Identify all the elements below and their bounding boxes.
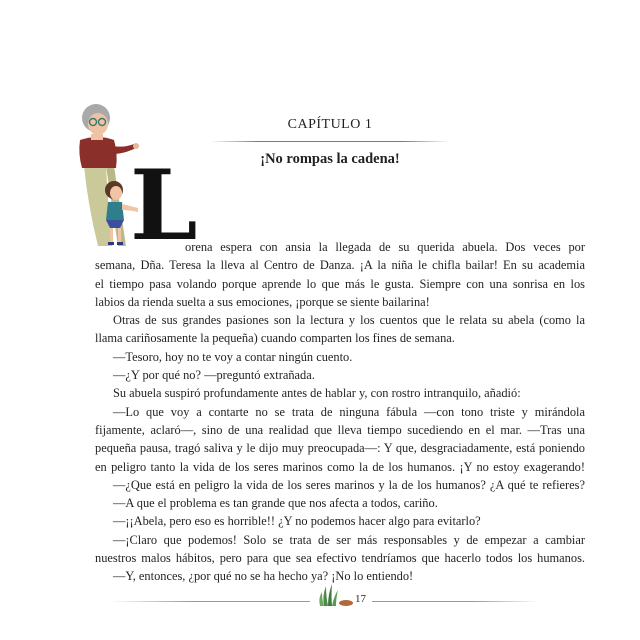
chapter-label: CAPÍTULO 1 xyxy=(287,117,373,132)
seaweed-icon xyxy=(316,582,356,608)
footer-divider-right xyxy=(372,601,540,602)
text-line: el tiempo pasa volando porque aprende lo que más le gusta. Siempre con una sonrisa en los xyxy=(95,276,585,291)
text-line: —¿Y por qué no? —preguntó extrañada. xyxy=(113,368,315,383)
text-line: —Lo que voy a contarte no se trata de ninguna fábula —con tono triste y mirándola xyxy=(113,404,585,419)
text-line: —Y, entonces, ¿por qué no se ha hecho ya? ¡No lo entiendo! xyxy=(113,569,414,584)
drop-cap: L xyxy=(130,149,198,262)
text-line: fijamente, aclaró—, sino de una realidad que lleva tiempo sucediendo en el mar. —Tras una xyxy=(95,422,585,437)
text-line: —Tesoro, hoy no te voy a contar ningún cuento. xyxy=(113,349,353,364)
text-line: —¿Que está en peligro la vida de los seres marinos y la de los humanos? ¿A qué te refieres? xyxy=(113,477,585,492)
text-line: orena espera con ansia la llegada de su querida abuela. Dos veces por xyxy=(185,240,585,254)
chapter-divider xyxy=(210,141,450,142)
chapter-body-text xyxy=(95,238,585,586)
text-line: Su abuela suspiró profundamente antes de hablar y, con rostro intranquilo, añadió: xyxy=(113,386,521,401)
text-line: —¡Claro que podemos! Solo se trata de ser más responsables y de empezar a cambiar xyxy=(113,532,585,547)
chapter-title: ¡No rompas la cadena! xyxy=(260,151,400,167)
text-line: semana, Dña. Teresa la lleva al Centro de Danza. ¡A la niña le chifla bailar! En su academia xyxy=(95,258,585,273)
text-line: nuestros malos hábitos, pero para que sea efectivo tendríamos que hacerlo todos los humanos. xyxy=(95,551,585,566)
footer-divider-left xyxy=(110,601,310,602)
text-line: en peligro tanto la vida de los seres marinos como la de los humanos. ¡Y no estoy exagerando! xyxy=(95,459,585,474)
text-line: —A que el problema es tan grande que nos afecta a todos, cariño. xyxy=(113,496,438,511)
text-line: llama cariñosamente la pequeña) cuando comparten los fines de semana. xyxy=(95,331,455,346)
text-line: —¡¡Abela, pero eso es horrible!! ¿Y no podemos hacer algo para evitarlo? xyxy=(113,514,481,529)
text-line: pequeña pausa, tragó saliva y le dijo muy preocupada—: Y que, desgraciadamente, está poniendo xyxy=(95,441,585,456)
text-line: Otras de sus grandes pasiones son la lectura y los cuentos que le relata su abela (como la xyxy=(113,313,585,328)
page-number: 17 xyxy=(355,593,366,605)
text-line: labios da rienda suelta a sus emociones, ¡porque se siente bailarina! xyxy=(95,294,430,309)
